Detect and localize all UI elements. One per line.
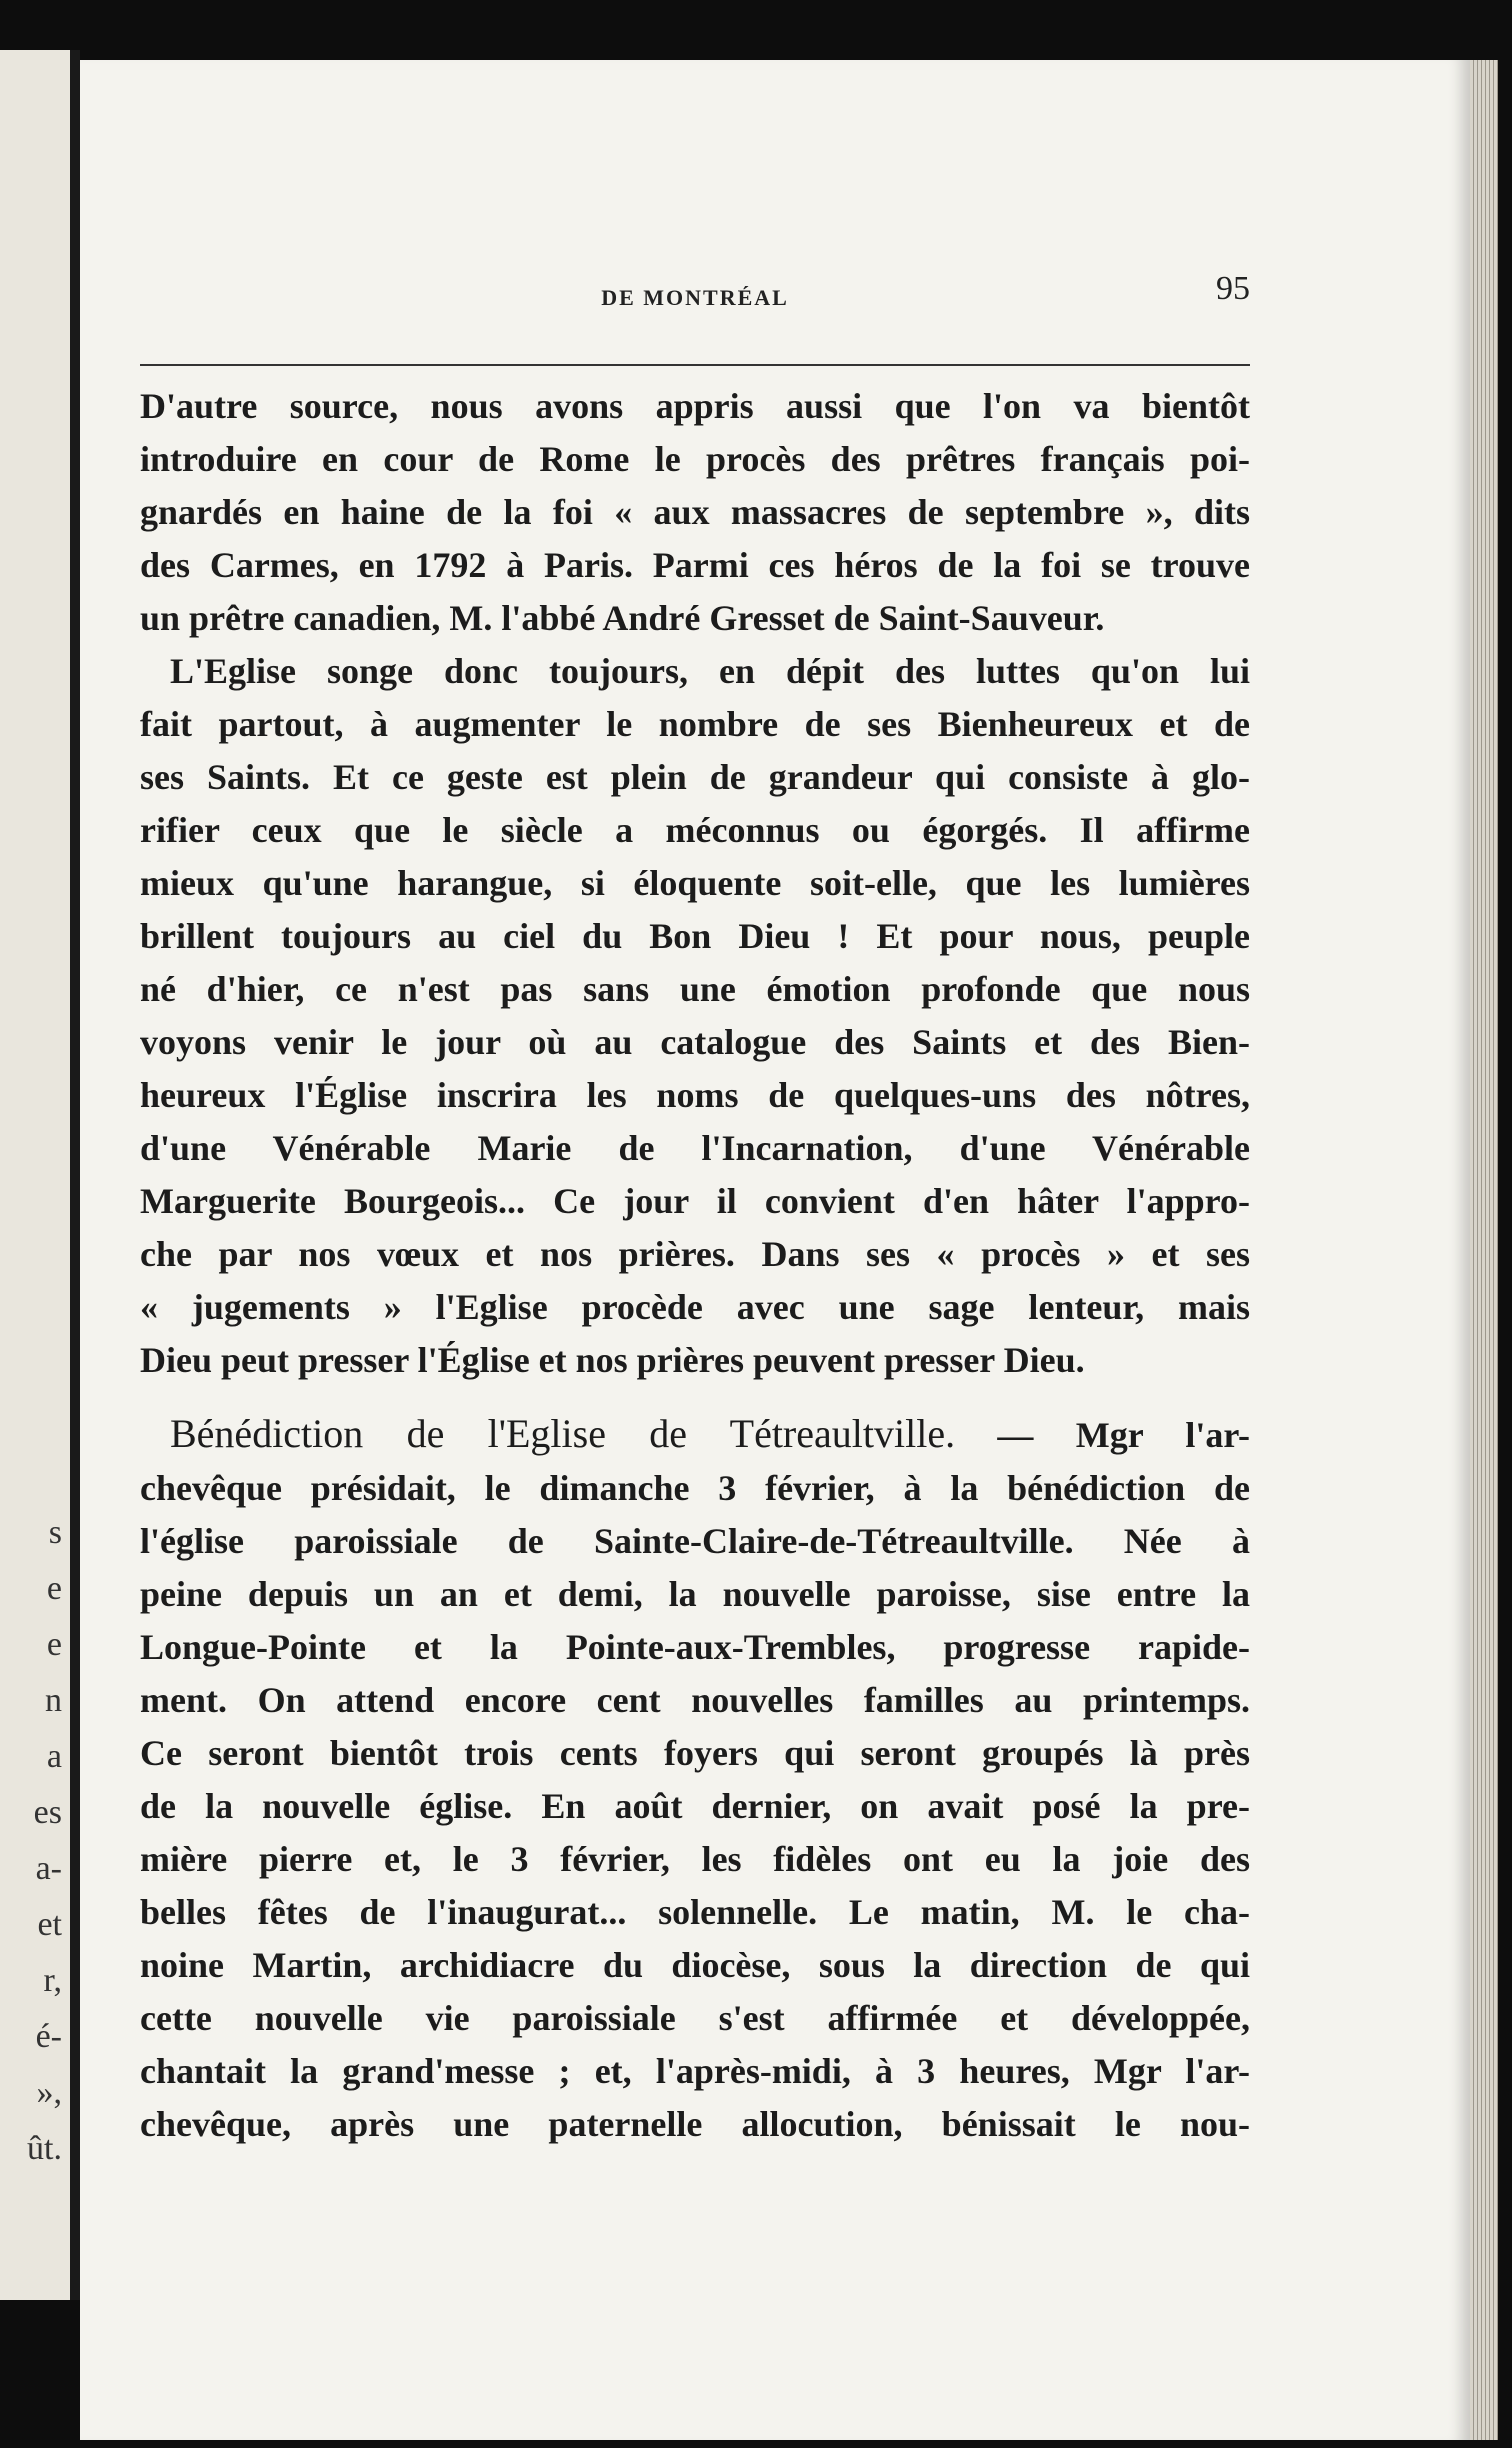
paragraph-3 [140,1407,1250,2151]
fragment: e [46,1570,62,1607]
text-line: heureux l'Église inscrira les noms de quelques-uns des nôtres, [140,1075,1250,1115]
text-line: « jugements » l'Eglise procède avec une sage lenteur, mais [140,1287,1250,1327]
fragment: es [33,1794,62,1831]
left-page-fragments [0,1505,70,2177]
text-line: noine Martin, archidiacre du diocèse, sous la direction de qui [140,1945,1250,1985]
fragment: ût. [27,2130,62,2167]
text-line: l'église paroissiale de Sainte-Claire-de-Tétreaultville. Née à [140,1521,1250,1561]
text-line: chantait la grand'messe ; et, l'après-midi, à 3 heures, Mgr l'ar- [140,2051,1250,2091]
fragment: a- [35,1850,62,1887]
body-text [140,380,1250,2151]
paragraph-1 [140,380,1250,645]
text-line: de la nouvelle église. En août dernier, on avait posé la pre- [140,1786,1250,1826]
fragment: », [36,2074,62,2111]
text-line: d'une Vénérable Marie de l'Incarnation, d'une Vénérable [140,1128,1250,1168]
text-line: ses Saints. Et ce geste est plein de grandeur qui consiste à glo- [140,757,1250,797]
paragraph-2 [140,645,1250,1387]
header-rule [140,364,1250,366]
page-number: 95 [1216,270,1250,307]
text-line: che par nos vœux et nos prières. Dans ses « procès » et ses [140,1234,1250,1274]
fragment: n [45,1682,62,1719]
text-line: chevêque, après une paternelle allocution, bénissait le nou- [140,2104,1250,2144]
section-heading: Bénédiction de l'Eglise de Tétreaultville. [170,1411,956,1456]
text-line: voyons venir le jour où au catalogue des Saints et des Bien- [140,1022,1250,1062]
text-line: belles fêtes de l'inaugurat... solennelle. Le matin, M. le cha- [140,1892,1250,1932]
text-line: rifier ceux que le siècle a méconnus ou égorgés. Il affirme [140,810,1250,850]
text-line: un prêtre canadien, M. l'abbé André Gresset de Saint-Sauveur. [140,598,1105,638]
text-line: des Carmes, en 1792 à Paris. Parmi ces héros de la foi se trouve [140,545,1250,585]
text-run: — Mgr l'ar- [997,1415,1250,1455]
text-line: peine depuis un an et demi, la nouvelle paroisse, sise entre la [140,1574,1250,1614]
fragment: r, [43,1962,62,1999]
text-line: Marguerite Bourgeois... Ce jour il convient d'en hâter l'appro- [140,1181,1250,1221]
page-edge [1470,60,1498,2440]
text-line: cette nouvelle vie paroissiale s'est affirmée et développée, [140,1998,1250,2038]
text-line: ment. On attend encore cent nouvelles familles au printemps. [140,1680,1250,1720]
text-line: L'Eglise songe donc toujours, en dépit des luttes qu'on lui [170,651,1250,691]
paragraph-gap [140,1387,1250,1407]
fragment: e [46,1626,62,1663]
left-page-edge [0,50,80,2300]
running-head: DE MONTRÉAL [601,285,789,310]
section-heading-line [140,1407,1250,1462]
page-header [140,210,1250,310]
fragment: a [46,1738,62,1775]
text-line: Ce seront bientôt trois cents foyers qui seront groupés là près [140,1733,1250,1773]
fragment: et [37,1906,62,1943]
text-line: fait partout, à augmenter le nombre de ses Bienheureux et de [140,704,1250,744]
text-line: Longue-Pointe et la Pointe-aux-Trembles, progresse rapide- [140,1627,1250,1667]
text-line: mière pierre et, le 3 février, les fidèles ont eu la joie des [140,1839,1250,1879]
text-line: introduire en cour de Rome le procès des prêtres français poi- [140,439,1250,479]
text-line: D'autre source, nous avons appris aussi que l'on va bientôt [140,386,1250,426]
text-line: chevêque présidait, le dimanche 3 février, à la bénédiction de [140,1468,1250,1508]
text-line: brillent toujours au ciel du Bon Dieu ! Et pour nous, peuple [140,916,1250,956]
fragment: é- [35,2018,62,2055]
fragment: s [48,1514,62,1551]
text-line: Dieu peut presser l'Église et nos prières peuvent presser Dieu. [140,1340,1085,1380]
text-line: né d'hier, ce n'est pas sans une émotion profonde que nous [140,969,1250,1009]
text-line: gnardés en haine de la foi « aux massacres de septembre », dits [140,492,1250,532]
text-line: mieux qu'une harangue, si éloquente soit-elle, que les lumières [140,863,1250,903]
